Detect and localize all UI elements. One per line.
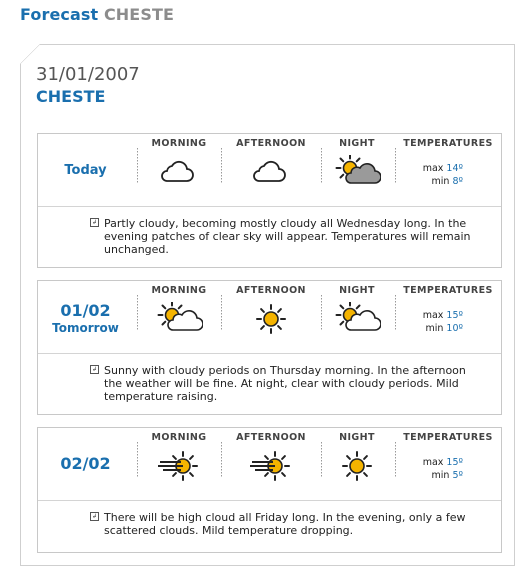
description-text: Sunny with cloudy periods on Thursday morning. In the afternoon the weather will be fine. At night, clear with cloudy periods. Mild temperature raising. bbox=[104, 364, 466, 403]
night-header: NIGHT bbox=[339, 432, 375, 443]
forecast-summary-row bbox=[38, 281, 501, 354]
min-label: min bbox=[431, 470, 450, 481]
page-heading bbox=[20, 5, 174, 24]
forecast-summary-row bbox=[38, 428, 501, 501]
max-temp: 15º bbox=[446, 457, 463, 468]
forecast-label: Forecast bbox=[20, 5, 99, 24]
day-sub-label: Tomorrow bbox=[52, 321, 119, 335]
night-column bbox=[321, 281, 393, 353]
forecast-description bbox=[38, 207, 501, 264]
night-column bbox=[321, 134, 393, 206]
temperatures-column bbox=[395, 428, 501, 500]
cloud-icon bbox=[155, 155, 203, 189]
forecast-date: 31/01/2007 bbox=[36, 64, 140, 85]
description-text: There will be high cloud all Friday long. In the evening, only a few scattered clouds. Mild temperature dropping. bbox=[104, 511, 466, 537]
min-label: min bbox=[425, 323, 444, 334]
morning-header: MORNING bbox=[151, 432, 207, 443]
sun-icon bbox=[333, 449, 381, 483]
afternoon-header: AFTERNOON bbox=[236, 285, 306, 296]
sun-with-high-cloud-icon bbox=[247, 449, 295, 483]
day-date: 01/02 bbox=[60, 301, 111, 320]
temperature-values bbox=[395, 456, 501, 482]
max-temp: 14º bbox=[446, 163, 463, 174]
afternoon-column bbox=[221, 134, 321, 206]
morning-column bbox=[137, 428, 221, 500]
description-text: Partly cloudy, becoming mostly cloudy all Wednesday long. In the evening patches of clear sky will appear. Temperatures will remain unchanged. bbox=[104, 217, 471, 256]
temperatures-header: TEMPERATURES bbox=[403, 285, 493, 296]
min-temp: 8º bbox=[452, 176, 463, 187]
night-header: NIGHT bbox=[339, 285, 375, 296]
morning-column bbox=[137, 281, 221, 353]
min-temp: 5º bbox=[452, 470, 463, 481]
max-label: max bbox=[422, 310, 444, 321]
temperature-values bbox=[395, 309, 501, 335]
forecast-description bbox=[38, 501, 501, 545]
temperatures-column bbox=[395, 134, 501, 206]
forecast-day-card bbox=[37, 427, 502, 553]
heading-city: CHESTE bbox=[103, 5, 174, 24]
min-label: min bbox=[431, 176, 450, 187]
arrow-bullet-icon: ↲ bbox=[91, 366, 98, 373]
morning-header: MORNING bbox=[151, 285, 207, 296]
day-label bbox=[38, 301, 133, 335]
sun-with-high-cloud-icon bbox=[155, 449, 203, 483]
panel-corner-fold bbox=[20, 44, 40, 64]
day-label: 02/02 bbox=[60, 454, 111, 473]
cloud-icon bbox=[247, 155, 295, 189]
arrow-bullet-icon: ↲ bbox=[91, 219, 98, 226]
night-column bbox=[321, 428, 393, 500]
morning-header: MORNING bbox=[151, 138, 207, 149]
afternoon-header: AFTERNOON bbox=[236, 138, 306, 149]
min-temp: 10º bbox=[446, 323, 463, 334]
temperatures-column bbox=[395, 281, 501, 353]
sun-behind-cloud-icon bbox=[155, 302, 203, 336]
max-label: max bbox=[422, 457, 444, 468]
forecast-day-card bbox=[37, 280, 502, 415]
forecast-day-card bbox=[37, 133, 502, 268]
sun-behind-dark-cloud-icon bbox=[333, 155, 381, 189]
forecast-city: CHESTE bbox=[36, 87, 106, 106]
forecast-summary-row bbox=[38, 134, 501, 207]
max-label: max bbox=[422, 163, 444, 174]
afternoon-header: AFTERNOON bbox=[236, 432, 306, 443]
night-header: NIGHT bbox=[339, 138, 375, 149]
temperatures-header: TEMPERATURES bbox=[403, 432, 493, 443]
temperatures-header: TEMPERATURES bbox=[403, 138, 493, 149]
day-label: Today bbox=[64, 163, 107, 178]
max-temp: 15º bbox=[446, 310, 463, 321]
sun-behind-cloud-icon bbox=[333, 302, 381, 336]
forecast-description bbox=[38, 354, 501, 411]
afternoon-column bbox=[221, 428, 321, 500]
sun-icon bbox=[247, 302, 295, 336]
arrow-bullet-icon: ↲ bbox=[91, 513, 98, 520]
temperature-values bbox=[395, 162, 501, 188]
morning-column bbox=[137, 134, 221, 206]
afternoon-column bbox=[221, 281, 321, 353]
